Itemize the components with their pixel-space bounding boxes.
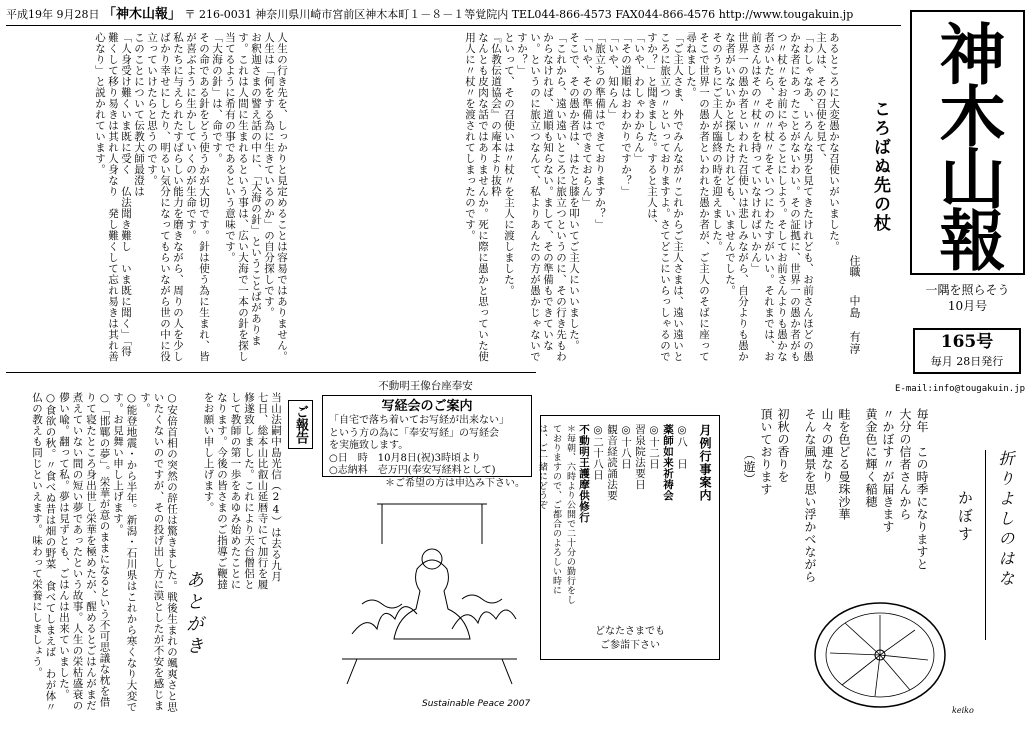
article-paragraph: 「その道順はおわかりですか？」 xyxy=(620,32,632,197)
sutra-fee-value: 壱万円(奉安写経料として) xyxy=(377,465,496,476)
article-byline-role: 住職 xyxy=(848,255,861,277)
article-paragraph: 「これから、遠い遠いところに旅立つというのに、その行き先もわからなければ、道順も知らない。まして、その準備もできていない。というのに旅立つなんて、私よりあんたの方が愚かじゃないですか？」 xyxy=(516,32,567,362)
article-paragraph: 人生の行き先を、しっかりと見定めることは容易ではありません。人生は「何をする為に生きているのか」の自分探しです。 xyxy=(263,32,288,362)
article-paragraph: 「いや、その準備はできておらん」 xyxy=(581,32,593,208)
poem-title: かぼす xyxy=(956,490,974,544)
event-name: 不動明王護摩供修行 xyxy=(578,424,590,523)
kabosu-illustration xyxy=(800,585,980,720)
poem-column-rule xyxy=(985,450,986,640)
article-paragraph: 私たちに与えられたすばらしい能力を磨きながら、周りの人を少しばかり幸せにしたり、明るい気分になってもらいながら世の中に役立っていけたらと思うのです。 xyxy=(146,32,184,362)
poem-line: 山々の連なり xyxy=(820,408,834,483)
event-date: ◎十二日 xyxy=(648,424,660,470)
article-paragraph: 世界一の愚か者といわれた召使いは悲しみながら、自分よりも愚かな者がいないかと探したけれども、いませんでした。 xyxy=(724,32,749,362)
fudo-goma-illustration xyxy=(322,484,537,714)
article-paragraph: その命である針をどう使うかが大切です。針は使う為に生まれ、皆が喜ぶように生かしていくのが生命です。 xyxy=(185,32,210,362)
article-paragraph: そのうちにご主人が臨終の時を迎えました。 xyxy=(711,32,723,252)
smoke-swirl-left xyxy=(362,600,402,608)
article-title: ころばぬ先の杖 xyxy=(870,100,890,233)
article-paragraph: 主人は、その召使を見て、 xyxy=(815,32,827,164)
sutra-box xyxy=(322,395,532,489)
article-body-continued xyxy=(8,32,288,362)
report-body: 当山法嗣中島光信（24）は去る九月七日、総本山比叡山延暦寺にて加行を履修遂致しました。これにより天台僧侶として教師の第一歩をあゆみ始めたことになります。今後の皆さまのご指導ご鞭撻をお願い申し上げます。 xyxy=(202,392,282,590)
article-paragraph: そこで、その愚か者は、はたと膝を叩いてご主人にいいました。 xyxy=(568,32,580,351)
sutra-date-row xyxy=(329,453,525,466)
article-quote-source: 『仏教伝道協会』の庵本より抜粋 xyxy=(490,32,502,197)
masthead-title: 神木山報 xyxy=(928,20,1006,268)
poem-column-title: 折りよしのはな xyxy=(996,450,1015,590)
sutra-date-value: 10月8日(祝)3時頃より xyxy=(377,452,481,464)
event-date: ◎二十八日 xyxy=(592,424,604,481)
atogaki-item: ○能登地震・から半年。新潟・石川県はこれから寒くなり大変です。お見舞い申し上げます。 xyxy=(112,392,138,713)
event-date: ◎十八日 xyxy=(620,424,632,470)
article-paragraph: といって、その召使いは〃杖〃を主人に渡しました。 xyxy=(503,32,515,296)
article-paragraph: あるところに大変愚かな召使いがいました。 xyxy=(828,32,840,252)
sutra-fee-row xyxy=(329,465,525,478)
issue-schedule: 毎月 28日発行 xyxy=(930,355,1004,368)
events-invite-line: ご参詣下さい xyxy=(600,640,660,651)
sutra-desc: という方の為に「奉安写経」の写経会 xyxy=(329,427,499,439)
masthead-month: 10月号 xyxy=(947,299,988,313)
article-paragraph: お釈迦さまの譬え話の中に、「大海の針」ということばがあります。これは人間に生まれるという事は、広い大海で一本の針を探し当てるように希有の事であるという意味です。 xyxy=(224,32,262,362)
section-divider xyxy=(6,372,536,373)
sutra-fee-label: ○志納料 xyxy=(329,465,368,476)
article-paragraph: 「いや、知らん」 xyxy=(607,32,619,120)
atogaki-body xyxy=(8,392,178,717)
sutra-title: 写経会のご案内 xyxy=(381,399,473,414)
priest-figure xyxy=(394,560,470,639)
article-body-upper xyxy=(295,32,840,362)
poem-line: 毎年 この時季になりますと xyxy=(915,408,929,571)
kabosu-segments xyxy=(830,615,928,696)
header-date: 平成19年 9月28日 xyxy=(6,8,100,21)
atogaki-item: ○「邯鄲の夢」。栄華が意のままになるという不可思議な枕を借りて寝たところ身出世し栄華を極めたが、醒めるとごはんがまだ煮えていない間の短い夢であったという故事。人生の栄枯盛衰の儚い喩。翻って私。夢は見ずとも、ごはんは出来ていました。 xyxy=(58,392,111,711)
masthead-email: E-mail:info@tougakuin.jp xyxy=(895,384,1026,394)
header-fax: FAX044-866-4576 xyxy=(615,8,716,21)
masthead-motto: 一隅を照らそう xyxy=(925,283,1010,297)
poem-line: 黄金色に輝く稲穂 xyxy=(864,408,878,508)
events-title: 月例行事案内 xyxy=(698,424,712,502)
header-tel: TEL044-866-4573 xyxy=(511,8,612,21)
masthead-frame xyxy=(910,10,1025,275)
article-paragraph: 「旅立ちの準備はできておりますか？」 xyxy=(594,32,606,230)
article-paragraph: 「いや、わしゃわからん」 xyxy=(633,32,645,164)
issue-box xyxy=(913,328,1021,374)
page-header xyxy=(6,6,1026,24)
article-paragraph: そこで世界一の愚か者といわれた愚か者が、ご主人のそばに座って尋ねました。 xyxy=(685,32,710,362)
sutra-note: ＊ご希望の方は申込み下さい。 xyxy=(385,477,525,489)
article-paragraph: なんとも皮肉な話ではありませんか。死に際に愚かと思っていた使用人に〃杖〃を渡されてしまったのです。 xyxy=(464,32,489,362)
event-name: 観音経読誦法要 xyxy=(606,424,618,501)
poem-line: 〃かぼす〃が届きます xyxy=(881,408,895,533)
sutra-desc: を実施致します。 xyxy=(329,440,409,451)
events-footnote: ＊毎朝、六時より公開で二十分の勤行をしておりますので、ご都合のよろしい時には、ご一緒にどうぞ xyxy=(537,424,575,605)
flames-left xyxy=(352,607,417,634)
altar xyxy=(342,659,517,684)
article-paragraph: 「わしゃなあ、いろんな男を見てきたけれども、お前さんほどの愚かな者にあったことがないわい。その証拠に、世界一の愚か者がもつ〃杖〃をお前にやることにしよう。そしてお前さんよりも愚かな者がいたら、その〃杖〃をそいつにわたすがいい。それまでは、お前さんはその〃杖〃を持っていなければいかん」 xyxy=(750,32,814,362)
article-paragraph: このことについて伝教大師最澄は xyxy=(133,32,145,197)
sutra-subtitle: 不動明王像台座奉安 xyxy=(378,380,473,392)
header-brand: 「神木山報」 xyxy=(103,7,182,22)
header-rule xyxy=(6,25,901,26)
sutra-date-label: ○日 時 xyxy=(329,452,368,464)
issue-number: 165号 xyxy=(940,332,994,352)
poem-author: （遊） xyxy=(742,448,756,486)
poem-line: 畦を色どる曼珠沙華 xyxy=(837,408,851,521)
events-invite xyxy=(541,625,719,653)
altar-frame xyxy=(377,504,487,544)
masthead-motto-block xyxy=(910,282,1025,314)
atogaki-item: ○安倍首相の突然の辞任は驚きました。戦後生まれの颯爽さと思いたくないのですが、その投げ出し方に漠としたが不安を感じます。 xyxy=(139,392,178,713)
report-title: ご報告 xyxy=(288,400,313,449)
poem-line: 初秋の香りを xyxy=(776,408,790,483)
priest-head xyxy=(422,549,442,569)
illustration-caption: Sustainable Peace 2007 xyxy=(422,699,531,709)
header-url: http://www.tougakuin.jp xyxy=(718,8,854,21)
event-date: ◎八 日 xyxy=(676,424,688,470)
header-address: 〒 216-0031 神奈川県川崎市宮前区神木本町１－８－１等覚院内 xyxy=(184,8,509,21)
atogaki-title: あとがき xyxy=(183,570,204,658)
poem-line: そんな風景を思い浮かべながら xyxy=(803,408,817,583)
article-byline-name: 中島 有淳 xyxy=(848,295,861,355)
events-invite-line: どなたさまでも xyxy=(595,626,665,637)
article-paragraph: 「人身受け難くいま既に受く 仏法聞き難し いま既に聞く」「得難くして移り易きは其れ人身なり 発し難くして忘れ易きは其れ善心なり」と説かれています。 xyxy=(94,32,132,362)
smoke-swirl-right xyxy=(462,595,502,603)
atogaki-item: ○食欲の秋。〃食べぬ昔は畑の野菜 食べてしまえば わが体〃仏の教えも同じといえます。味わって栄養にしましょう。 xyxy=(31,392,57,713)
event-name: 薬師如来祈祷会 xyxy=(662,424,674,501)
events-list xyxy=(537,424,689,609)
poem-line: 大分の信者さんから xyxy=(898,408,912,521)
poem-line: 頂いております xyxy=(759,408,773,496)
sutra-desc: 「自宅で落ち着いてお写経が出来ない」 xyxy=(329,415,509,426)
article-paragraph: 「大海の針」は、命です。 xyxy=(211,32,223,164)
illustration-signature: keiko xyxy=(952,706,974,715)
event-name: 習泉院法要日 xyxy=(634,424,646,490)
events-box xyxy=(537,415,720,660)
article-paragraph: 「ご主人さま、外でみんなが〃これからご主人さまは、遠い遠いところに旅立つ〃といっておりますよ。さてどこにいらっしゃるのですか？」と聞きました。すると主人は、 xyxy=(646,32,684,362)
